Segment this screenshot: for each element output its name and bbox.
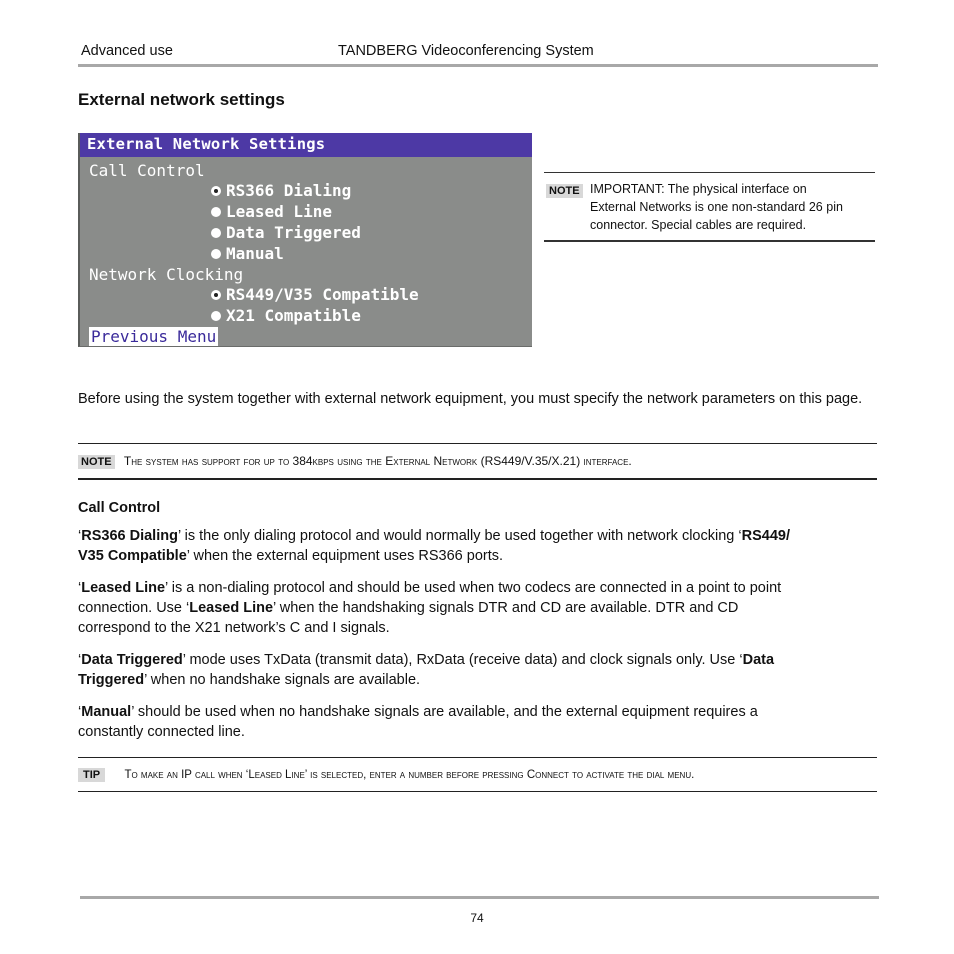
header-section: Advanced use bbox=[81, 43, 173, 59]
radio-unselected-icon bbox=[211, 207, 221, 217]
osd-previous-menu: Previous Menu bbox=[91, 327, 217, 346]
osd-option-manual: Manual bbox=[211, 244, 284, 263]
note-badge: NOTE bbox=[78, 455, 115, 469]
osd-title-bar: External Network Settings bbox=[80, 133, 532, 157]
radio-selected-icon bbox=[211, 290, 221, 300]
header-document-title: TANDBERG Videoconferencing System bbox=[338, 43, 594, 59]
note-bottom-rule bbox=[78, 478, 877, 480]
page-number: 74 bbox=[470, 911, 484, 925]
side-note-line: connector. Special cables are required. bbox=[590, 218, 807, 232]
side-note-text bbox=[590, 180, 870, 234]
tip-bottom-rule bbox=[78, 791, 877, 792]
side-note-badge: NOTE bbox=[546, 181, 583, 199]
note-system-support bbox=[78, 454, 632, 469]
side-note-line: External Networks is one non-standard 26 pin bbox=[590, 200, 843, 214]
paragraph-data-triggered: ‘Data Triggered’ mode uses TxData (transmit data), RxData (receive data) and clock signals only. Use ‘Data Triggered’ when no handshake signals are available. bbox=[78, 652, 775, 688]
side-note-top-rule bbox=[544, 172, 875, 173]
osd-option-data-triggered: Data Triggered bbox=[211, 223, 361, 242]
note-text: The system has support for up to 384kbps using the External Network (RS449/V.35/X.21) interface. bbox=[123, 454, 632, 468]
radio-unselected-icon bbox=[211, 228, 221, 238]
osd-call-control-heading: Call Control bbox=[89, 161, 205, 180]
osd-option-rs366-dialing: RS366 Dialing bbox=[211, 181, 351, 200]
intro-paragraph: Before using the system together with external network equipment, you must specify the network parameters on this page. bbox=[78, 391, 863, 407]
radio-selected-icon bbox=[211, 186, 221, 196]
note-top-rule bbox=[78, 443, 877, 444]
call-control-title: Call Control bbox=[78, 500, 161, 516]
tip-text: To make an IP call when ‘Leased Line’ is selected, enter a number before pressing Connect to activate the dial menu. bbox=[124, 769, 695, 781]
osd-menu-screenshot bbox=[78, 133, 532, 347]
radio-unselected-icon bbox=[211, 311, 221, 321]
section-title: External network settings bbox=[78, 90, 285, 109]
footer-rule bbox=[80, 896, 879, 899]
paragraph-rs366: ‘RS366 Dialing’ is the only dialing protocol and would normally be used together with network clocking ‘RS449/ V35 Compatible’ when the external equipment uses RS366 ports. bbox=[78, 528, 790, 564]
side-note-bottom-rule bbox=[544, 240, 875, 242]
header-rule bbox=[78, 64, 878, 67]
tip-badge: TIP bbox=[78, 768, 105, 782]
radio-unselected-icon bbox=[211, 249, 221, 259]
paragraph-manual: ‘Manual’ should be used when no handshake signals are available, and the external equipment requires a constantly connected line. bbox=[78, 704, 758, 740]
tip-box bbox=[78, 767, 694, 782]
osd-option-leased-line: Leased Line bbox=[211, 202, 332, 221]
tip-top-rule bbox=[78, 757, 877, 758]
osd-option-rs449-v35: RS449/V35 Compatible bbox=[211, 285, 419, 304]
side-note-line: IMPORTANT: The physical interface on bbox=[590, 182, 807, 196]
osd-network-clocking-heading: Network Clocking bbox=[89, 265, 244, 284]
paragraph-leased-line: ‘Leased Line’ is a non-dialing protocol and should be used when two codecs are connected in a point to point connection. Use ‘Leased Line’ when the handshaking signals DTR and CD are available. DTR and CD correspond to the X21 network’s C and I signals. bbox=[78, 580, 782, 636]
osd-option-x21: X21 Compatible bbox=[211, 306, 361, 325]
